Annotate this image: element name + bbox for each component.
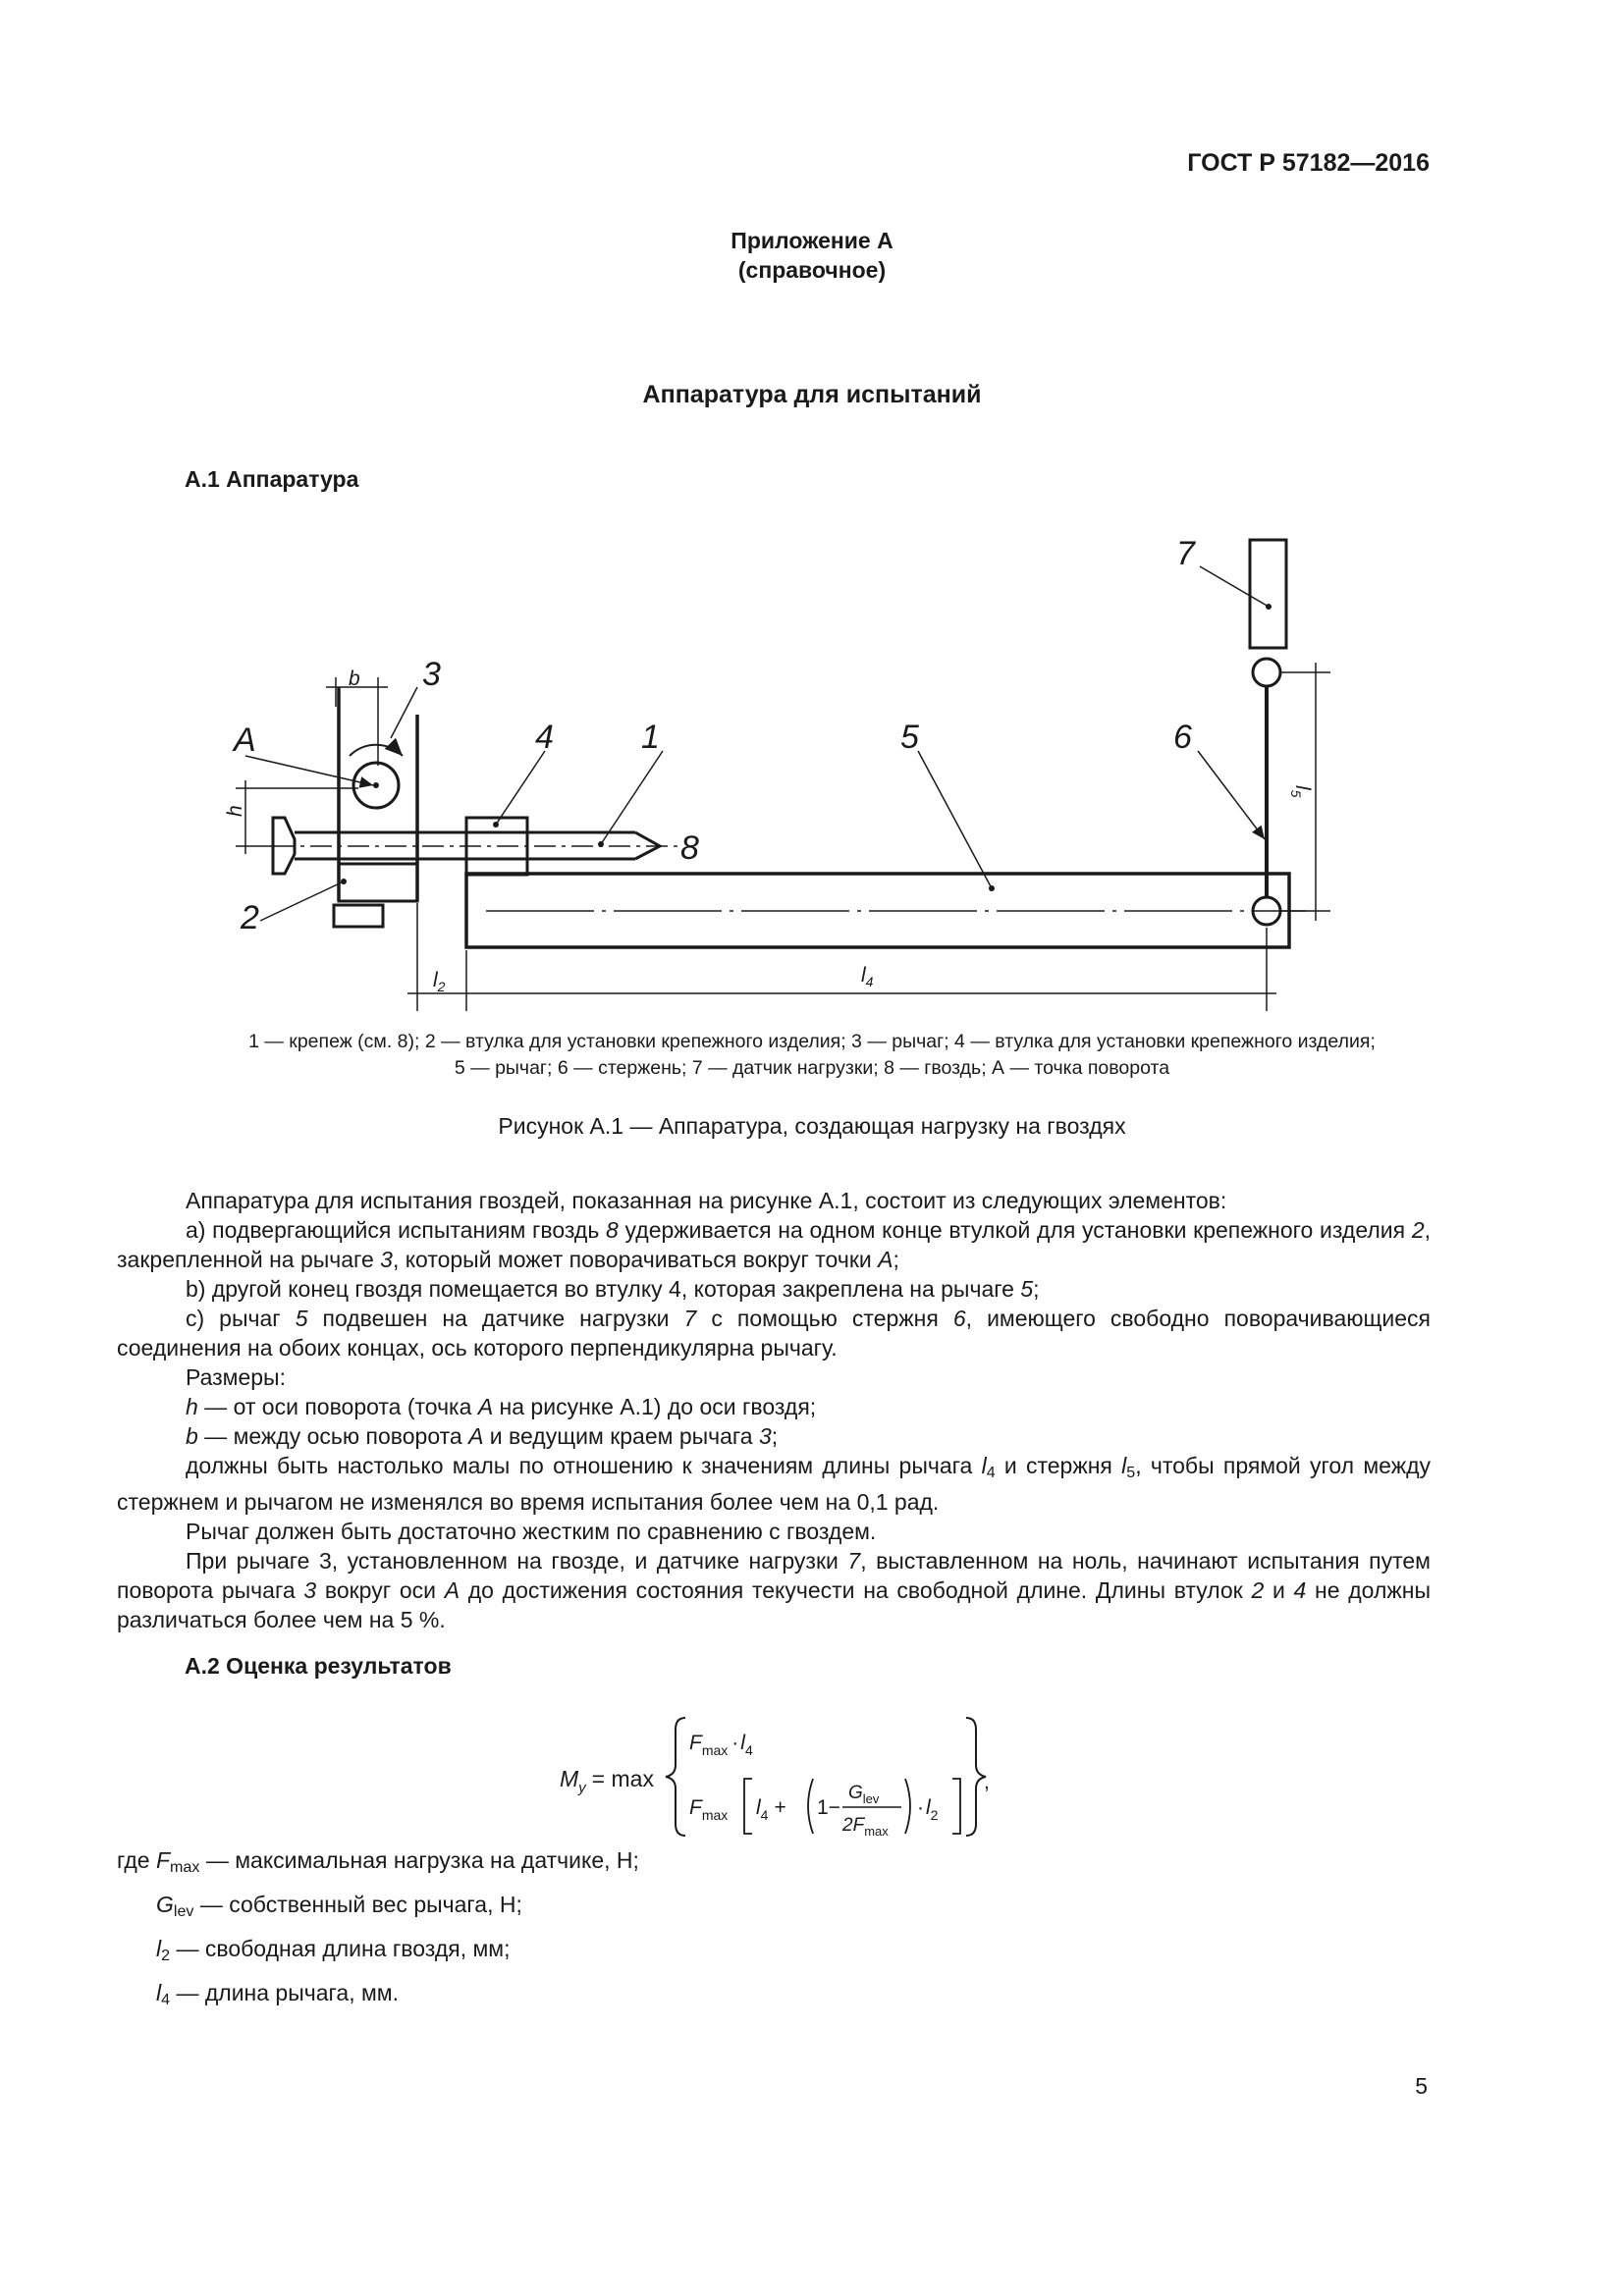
- leader-5: [918, 751, 992, 888]
- where-glev: $G_{lev}$ — собственный вес рычага, Н;: [156, 1892, 522, 1920]
- label-7: 7: [1176, 535, 1195, 572]
- appendix-type: (справочное): [737, 257, 887, 283]
- figure-legend: [0, 1029, 1624, 1082]
- label-l5: $l_5$: [1288, 785, 1314, 798]
- sleeve-2-screw: [334, 905, 383, 927]
- legend-line-2: 5 — рычаг; 6 — стержень; 7 — датчик нагрузки; 8 — гвоздь; А — точка поворота: [454, 1057, 1170, 1079]
- load-cell-7: [1250, 540, 1286, 648]
- sleeve-2: [339, 864, 417, 901]
- where-l4: $l_4$ — длина рычага, мм.: [156, 1980, 399, 2008]
- svg-text:2Fmax: $2F_{max}$: [842, 1815, 889, 1839]
- svg-text:Glev: $G_{lev}$: [848, 1783, 880, 1806]
- para-rigid: Рычаг должен быть достаточно жестким по сравнению с гвоздем.: [186, 1519, 877, 1544]
- para-last: При рычаге 3, установленном на гвозде, и датчике нагрузки 7, выставленном на ноль, начинают испытания путем поворота рычага 3 вокруг оси А до достижения состояния текучести на свободной длине. Длины втулок 2 и 4 не должны различаться более чем на 5 %.: [117, 1548, 1431, 1632]
- label-6: 6: [1173, 719, 1192, 756]
- para-bb: b — между осью поворота А и ведущим краем рычага 3;: [186, 1423, 779, 1449]
- leader-1: [601, 751, 663, 844]
- label-l4: $l_4$: [861, 964, 874, 989]
- para-h: h — от оси поворота (точка А на рисунке А.1) до оси гвоздя;: [186, 1394, 817, 1419]
- label-3: 3: [422, 656, 441, 693]
- label-4: 4: [535, 719, 554, 756]
- leader-2: [260, 881, 344, 921]
- formula-my: [560, 1708, 992, 1841]
- leader-7: [1200, 566, 1269, 607]
- para-b: b) другой конец гвоздя помещается во втулку 4, которая закреплена на рычаге 5;: [186, 1276, 1040, 1302]
- leader-4: [496, 751, 545, 825]
- para-intro: Аппаратура для испытания гвоздей, показанная на рисунке А.1, состоит из следующих элементов:: [186, 1188, 1227, 1213]
- page-title: Аппаратура для испытаний: [642, 381, 982, 408]
- leader-6: [1198, 751, 1265, 839]
- para-must: должны быть настолько малы по отношению к значениям длины рычага $l_4$ и стержня $l_5$, чтобы прямой угол между стержнем и рычагом не изменялся во время испытания более чем на 0,1 рад.: [117, 1453, 1431, 1515]
- leader-3: [391, 687, 417, 738]
- svg-text:Fmax·l4: $F_{max} \cdot l_4$: [689, 1732, 753, 1758]
- para-c: с) рычаг 5 подвешен на датчике нагрузки 7 с помощью стержня 6, имеющего свободно поворачивающиеся соединения на обоих концах, ось которого перпендикулярна рычагу.: [117, 1306, 1432, 1361]
- svg-text:l4+: $l_4$ +: [756, 1796, 786, 1823]
- label-a: A: [234, 721, 256, 759]
- page-number: 5: [1415, 2073, 1428, 2099]
- where-block: [117, 1842, 639, 2018]
- label-b: b: [349, 667, 360, 690]
- svg-text:Fmax: $F_{max}$: [689, 1796, 729, 1823]
- where-fmax: где $F_{max}$ — максимальная нагрузка на датчике, Н;: [117, 1847, 639, 1876]
- label-h: h: [224, 805, 246, 817]
- where-l2: $l_2$ — свободная длина гвоздя, мм;: [156, 1936, 511, 1964]
- legend-line-1: 1 — крепеж (см. 8); 2 — втулка для установки крепежного изделия; 3 — рычаг; 4 — втулка для установки крепежного изделия;: [248, 1031, 1376, 1052]
- label-l2: $l_2$: [433, 969, 446, 994]
- label-1: 1: [641, 719, 660, 756]
- para-sizes: Размеры:: [186, 1364, 286, 1390]
- svg-text:,: ,: [984, 1771, 990, 1793]
- label-8: 8: [680, 829, 699, 867]
- rotation-arrow: [350, 745, 403, 756]
- doc-number: ГОСТ Р 57182—2016: [1187, 149, 1430, 177]
- para-a: а) подвергающийся испытаниям гвоздь 8 удерживается на одном конце втулкой для установки крепежного изделия 2, закрепленной на рычаге 3, который может поворачиваться вокруг точки А;: [117, 1217, 1431, 1272]
- rod-joint-top: [1253, 659, 1280, 686]
- label-5: 5: [900, 719, 919, 756]
- section-heading-a1: А.1 Аппаратура: [185, 466, 359, 492]
- section-heading-a2: А.2 Оценка результатов: [185, 1653, 452, 1679]
- appendix-label: Приложение А: [731, 228, 893, 253]
- figure-caption: Рисунок А.1 — Аппаратура, создающая нагрузку на гвоздях: [498, 1113, 1126, 1139]
- label-2: 2: [241, 899, 259, 936]
- apparatus-figure: [0, 520, 1624, 1031]
- appendix-heading: [0, 226, 1624, 285]
- svg-text:My= max: $M_y = \max$: [560, 1766, 654, 1796]
- body-text: [117, 1186, 1431, 1634]
- leader-a: [245, 756, 373, 785]
- svg-text:·l2: $\cdot l_2$: [917, 1796, 939, 1823]
- svg-text:1−: 1−: [817, 1796, 840, 1819]
